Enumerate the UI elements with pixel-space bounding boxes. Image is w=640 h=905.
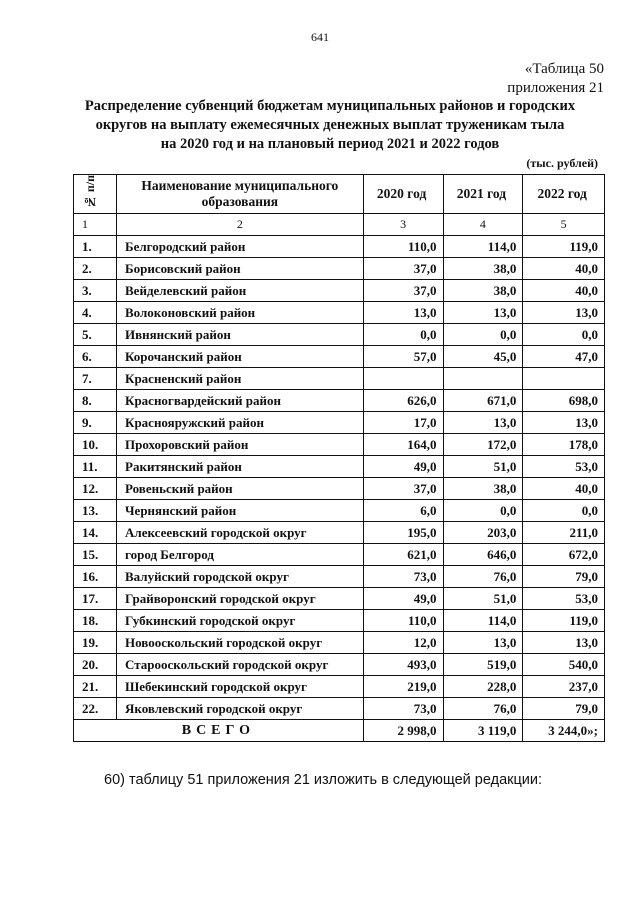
value-2020: 195,0 <box>363 522 443 544</box>
value-2021 <box>443 368 523 390</box>
municipality-name: Губкинский городской округ <box>117 610 364 632</box>
value-2021: 0,0 <box>443 500 523 522</box>
municipality-name: Красненский район <box>117 368 364 390</box>
value-2021: 519,0 <box>443 654 523 676</box>
header-2022: 2022 год <box>523 175 605 214</box>
value-2022: 53,0 <box>523 588 605 610</box>
value-2020: 49,0 <box>363 456 443 478</box>
table-row <box>74 412 605 434</box>
value-2020: 49,0 <box>363 588 443 610</box>
title-line3: на 2020 год и на плановый период 2021 и 2022 годов <box>160 136 500 152</box>
table-row <box>74 654 605 676</box>
row-number: 6. <box>74 346 117 368</box>
value-2020: 37,0 <box>363 478 443 500</box>
table-row <box>74 566 605 588</box>
value-2021: 203,0 <box>443 522 523 544</box>
table-row <box>74 346 605 368</box>
value-2022: 13,0 <box>523 412 605 434</box>
row-number: 10. <box>74 434 117 456</box>
table-row <box>74 456 605 478</box>
municipality-name: Валуйский городской округ <box>117 566 364 588</box>
municipality-name: Белгородский район <box>117 236 364 258</box>
column-index-5: 5 <box>523 214 605 236</box>
municipality-name: Борисовский район <box>117 258 364 280</box>
document-title <box>40 97 620 154</box>
value-2021: 38,0 <box>443 258 523 280</box>
table-row <box>74 302 605 324</box>
value-2022: 53,0 <box>523 456 605 478</box>
value-2022: 119,0 <box>523 236 605 258</box>
row-number: 7. <box>74 368 117 390</box>
table-row <box>74 500 605 522</box>
value-2020: 37,0 <box>363 258 443 280</box>
value-2021: 51,0 <box>443 456 523 478</box>
table-row <box>74 236 605 258</box>
total-row <box>74 720 605 742</box>
municipality-name: Алексеевский городской округ <box>117 522 364 544</box>
table-row <box>74 280 605 302</box>
row-number: 11. <box>74 456 117 478</box>
row-number: 12. <box>74 478 117 500</box>
municipality-name: Яковлевский городской округ <box>117 698 364 720</box>
table-row <box>74 324 605 346</box>
value-2022: 540,0 <box>523 654 605 676</box>
value-2020: 13,0 <box>363 302 443 324</box>
value-2021: 76,0 <box>443 698 523 720</box>
total-2020: 2 998,0 <box>363 720 443 742</box>
value-2022: 13,0 <box>523 302 605 324</box>
municipality-name: Грайворонский городской округ <box>117 588 364 610</box>
value-2020: 0,0 <box>363 324 443 346</box>
value-2021: 38,0 <box>443 478 523 500</box>
row-number: 3. <box>74 280 117 302</box>
value-2020: 219,0 <box>363 676 443 698</box>
value-2022: 0,0 <box>523 324 605 346</box>
value-2020: 6,0 <box>363 500 443 522</box>
value-2021: 45,0 <box>443 346 523 368</box>
municipality-name: Ивнянский район <box>117 324 364 346</box>
row-number: 19. <box>74 632 117 654</box>
table-row <box>74 478 605 500</box>
municipality-name: Ракитянский район <box>117 456 364 478</box>
row-number: 5. <box>74 324 117 346</box>
header-num <box>74 175 117 214</box>
value-2022: 40,0 <box>523 258 605 280</box>
municipality-name: Шебекинский городской округ <box>117 676 364 698</box>
row-number: 2. <box>74 258 117 280</box>
row-number: 4. <box>74 302 117 324</box>
column-index-3: 3 <box>363 214 443 236</box>
value-2020: 110,0 <box>363 236 443 258</box>
table-row <box>74 390 605 412</box>
table-row <box>74 632 605 654</box>
header-num-label: № п/п <box>83 175 97 210</box>
value-2021: 0,0 <box>443 324 523 346</box>
table-header-row <box>74 175 605 214</box>
municipality-name: Вейделевский район <box>117 280 364 302</box>
value-2021: 13,0 <box>443 302 523 324</box>
row-number: 15. <box>74 544 117 566</box>
value-2020: 73,0 <box>363 566 443 588</box>
table-ref-line1: «Таблица 50 <box>524 61 604 77</box>
value-2020: 493,0 <box>363 654 443 676</box>
value-2022: 119,0 <box>523 610 605 632</box>
value-2020: 57,0 <box>363 346 443 368</box>
municipality-name: Краснояружский район <box>117 412 364 434</box>
municipality-name: Старооскольский городской округ <box>117 654 364 676</box>
row-number: 21. <box>74 676 117 698</box>
title-line2: округов на выплату ежемесячных денежных выплат труженикам тыла <box>95 117 565 133</box>
column-index-2: 2 <box>117 214 364 236</box>
row-number: 20. <box>74 654 117 676</box>
value-2021: 228,0 <box>443 676 523 698</box>
municipality-name: Новооскольский городской округ <box>117 632 364 654</box>
value-2022: 672,0 <box>523 544 605 566</box>
value-2022: 79,0 <box>523 698 605 720</box>
column-index-4: 4 <box>443 214 523 236</box>
table-row <box>74 368 605 390</box>
table-ref-line2: приложения 21 <box>507 80 604 96</box>
value-2021: 13,0 <box>443 412 523 434</box>
value-2022: 47,0 <box>523 346 605 368</box>
total-2021: 3 119,0 <box>443 720 523 742</box>
table-row <box>74 610 605 632</box>
value-2021: 114,0 <box>443 610 523 632</box>
municipality-name: Волоконовский район <box>117 302 364 324</box>
value-2020: 110,0 <box>363 610 443 632</box>
value-2021: 671,0 <box>443 390 523 412</box>
row-number: 9. <box>74 412 117 434</box>
value-2021: 76,0 <box>443 566 523 588</box>
total-label: ВСЕГО <box>74 720 364 742</box>
header-2020: 2020 год <box>363 175 443 214</box>
units-label: (тыс. рублей) <box>526 156 598 170</box>
value-2022 <box>523 368 605 390</box>
value-2022: 40,0 <box>523 478 605 500</box>
title-line1: Распределение субвенций бюджетам муниципальных районов и городских <box>84 98 576 114</box>
row-number: 17. <box>74 588 117 610</box>
header-name: Наименование муниципального образования <box>117 175 364 214</box>
value-2022: 40,0 <box>523 280 605 302</box>
value-2022: 211,0 <box>523 522 605 544</box>
table-row <box>74 258 605 280</box>
value-2021: 114,0 <box>443 236 523 258</box>
total-2022: 3 244,0»; <box>523 720 605 742</box>
row-number: 13. <box>74 500 117 522</box>
value-2022: 0,0 <box>523 500 605 522</box>
municipality-name: Ровеньский район <box>117 478 364 500</box>
value-2020: 626,0 <box>363 390 443 412</box>
page-number: 641 <box>311 30 329 44</box>
table-row <box>74 544 605 566</box>
table-body <box>74 236 605 720</box>
subsidy-table <box>73 174 605 742</box>
value-2020: 12,0 <box>363 632 443 654</box>
footer-instruction: 60) таблицу 51 приложения 21 изложить в следующей редакции: <box>104 772 543 788</box>
value-2020: 621,0 <box>363 544 443 566</box>
row-number: 18. <box>74 610 117 632</box>
municipality-name: Красногвардейский район <box>117 390 364 412</box>
column-index-row <box>74 214 605 236</box>
value-2021: 172,0 <box>443 434 523 456</box>
table-row <box>74 434 605 456</box>
header-2021: 2021 год <box>443 175 523 214</box>
table-row <box>74 588 605 610</box>
row-number: 8. <box>74 390 117 412</box>
municipality-name: Чернянский район <box>117 500 364 522</box>
value-2021: 13,0 <box>443 632 523 654</box>
value-2020 <box>363 368 443 390</box>
row-number: 16. <box>74 566 117 588</box>
value-2022: 178,0 <box>523 434 605 456</box>
value-2020: 73,0 <box>363 698 443 720</box>
row-number: 14. <box>74 522 117 544</box>
row-number: 1. <box>74 236 117 258</box>
value-2022: 698,0 <box>523 390 605 412</box>
value-2022: 237,0 <box>523 676 605 698</box>
value-2020: 37,0 <box>363 280 443 302</box>
municipality-name: Корочанский район <box>117 346 364 368</box>
value-2022: 13,0 <box>523 632 605 654</box>
value-2021: 51,0 <box>443 588 523 610</box>
table-reference <box>507 60 604 98</box>
value-2022: 79,0 <box>523 566 605 588</box>
value-2021: 38,0 <box>443 280 523 302</box>
table-row <box>74 676 605 698</box>
column-index-1: 1 <box>74 214 117 236</box>
value-2020: 17,0 <box>363 412 443 434</box>
row-number: 22. <box>74 698 117 720</box>
municipality-name: Прохоровский район <box>117 434 364 456</box>
table-row <box>74 698 605 720</box>
value-2020: 164,0 <box>363 434 443 456</box>
municipality-name: город Белгород <box>117 544 364 566</box>
value-2021: 646,0 <box>443 544 523 566</box>
table-row <box>74 522 605 544</box>
